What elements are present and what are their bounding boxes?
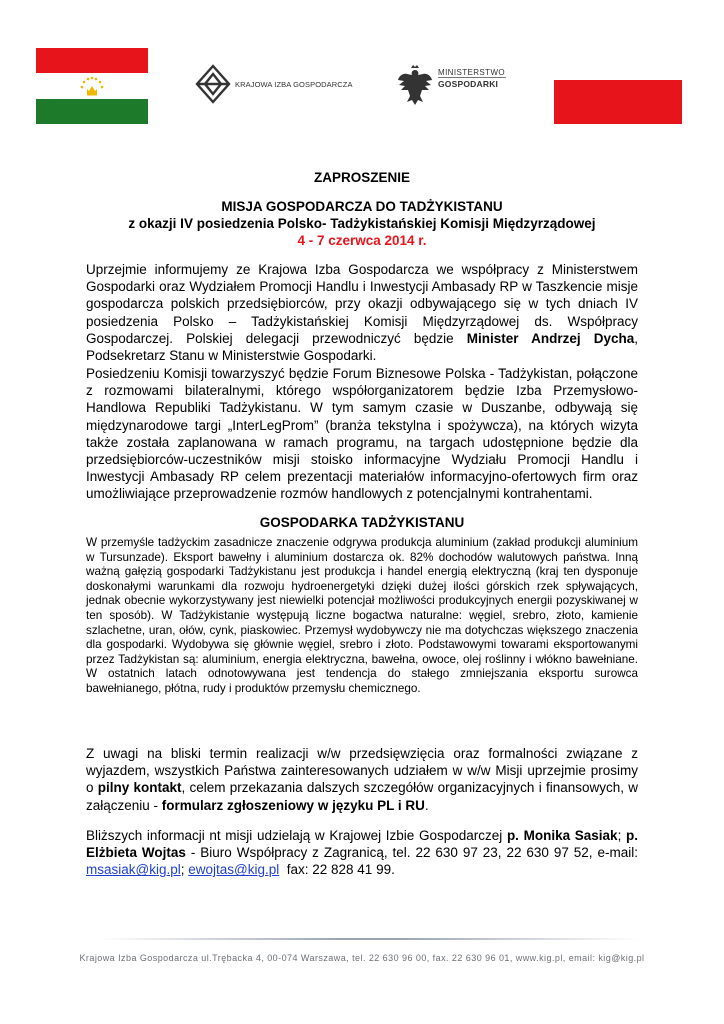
footer-divider xyxy=(100,938,640,940)
kig-logo xyxy=(195,64,365,104)
flag-red-band xyxy=(554,80,682,124)
request-text-mid: , celem przekazania dalszych szczegółów organizacyjnych i finansowych, w załączeniu - xyxy=(86,780,638,813)
contact-paragraph xyxy=(86,827,638,879)
intro-text-end: , Podsekretarz Stanu w Ministerstwie Gospodarki. xyxy=(86,330,638,364)
flag-green-band xyxy=(36,99,148,124)
ministry-line2: GOSPODARKI xyxy=(438,79,499,89)
email-sep: ; xyxy=(180,862,189,878)
flag-white-band xyxy=(554,44,682,80)
kig-emblem-icon xyxy=(195,64,231,104)
contact-sep: ; xyxy=(617,828,626,843)
email-link-wojtas[interactable]: ewojtas@kig.pl xyxy=(188,862,280,878)
registration-form-note: formularz zgłoszeniowy w języku PL i RU xyxy=(161,797,425,813)
request-text: Z uwagi na bliski termin realizacji w/w przedsięwzięcia oraz formalności związane z wyjazdem, wszystkich Państwa zainteresowanych udziałem w w/w Misji uprzejmie prosimy o xyxy=(86,746,638,796)
delegation-head: Minister Andrzej Dycha xyxy=(466,330,635,346)
footer-address: Krajowa Izba Gospodarcza ul.Trębacka 4, 00-074 Warszawa, tel. 22 630 96 00, fax. 22 630 96 01, www.kig.pl, email: kig@kig.pl xyxy=(79,953,645,963)
contact-text: Bliższych informacji nt misji udzielają w Krajowej Izbie Gospodarczej xyxy=(86,828,507,843)
crown-stars-icon xyxy=(76,74,108,98)
ministry-divider xyxy=(438,77,506,78)
mission-title: MISJA GOSPODARCZA DO TADŻYKISTANU xyxy=(221,199,503,214)
mission-dates: 4 - 7 czerwca 2014 r. xyxy=(297,233,427,248)
contact-person-2: p. Elżbieta Wojtas xyxy=(86,828,638,861)
invitation-title: ZAPROSZENIE xyxy=(313,170,410,185)
forum-paragraph: Posiedzeniu Komisji towarzyszyć będzie Forum Biznesowe Polska - Tadżykistan, połączone z rozmowami bilateralnymi, którego współorganizatorem będzie Izba Przemysłowo-Handlowa Republiki Tadżykistanu. W tym samym czasie w Duszanbe, odbywają się międzynarodowe targi „InterLegProm” (branża tekstylna i spożywcza), na których wizyta także została zaplanowana w ramach programu, na targach udostępnione będzie dla przedsiębiorców-uczestników misji stoisko informacyjne Wydziału Promocji Handlu i Inwestycji Ambasady RP celem prezentacji materiałów informacyjno-ofertowych firm oraz umożliwiające przeprowadzenie rozmów handlowych z potencjalnymi kontrahentami. xyxy=(86,366,638,502)
ministry-logo xyxy=(395,64,515,110)
intro-paragraph xyxy=(86,261,638,364)
fax-text: fax: 22 828 41 99. xyxy=(279,862,395,878)
eagle-icon xyxy=(395,64,435,108)
poland-flag xyxy=(554,44,682,124)
flag-red-band xyxy=(36,48,148,73)
intro-text: Uprzejmie informujemy ze Krajowa Izba Gospodarcza we współpracy z Ministerstwem Gospodarki oraz Wydziałem Promocji Handlu i Inwestycji Ambasady RP w Taszkencie misje gospodarcza polskich przedsiębiorców, przy okazji odbywającego się w tych dniach IV posiedzenia Polsko – Tadżykistańskiej Komisji Międzyrządowej ds. Współpracy Gospodarczej. Polskiej delegacji przewodniczyć będzie xyxy=(86,262,638,346)
economy-paragraph: W przemyśle tadżyckim zasadnicze znaczenie odgrywa produkcja aluminium (zakład produkcji aluminium w Tursunzade). Eksport bawełny i aluminium dostarcza ok. 82% dochodów walutowych państwa. Inną ważną gałęzią gospodarki Tadżykistanu jest produkcja i handel energią elektryczną (kraj ten dysponuje doskonałymi warunkami dla rozwoju hydroenergetyki dzięki dużej ilości górskich rzek spływających, jednak obecnie wykorzystywany jest niewielki potencjał możliwości produkcyjnych energii pozyskiwanej w ten sposób). W Tadżykistanie występują liczne bogactwa naturalne: węgiel, srebro, złoto, kamienie szlachetne, uran, ołów, cynk, piaskowiec. Przemysł wydobywczy nie ma dotychczas większego znaczenia dla gospodarki. Wydobywa się głównie węgiel, srebro i złoto. Podstawowymi towarami eksportowanymi przez Tadżykistan są: aluminium, energia elektryczna, bawełna, owoce, olej roślinny i włókno bawełniane. W ostatnich latach odnotowywana jest tendencja do stałego zmniejszania eksportu surowca bawełnianego, płótna, rudy i produktów przemysłu chemicznego. xyxy=(86,536,638,695)
contact-phone-text: - Biuro Współpracy z Zagranicą, tel. 22 630 97 23, 22 630 97 52, e-mail: xyxy=(185,845,638,861)
urgent-contact: pilny kontakt xyxy=(97,780,182,796)
tajikistan-flag xyxy=(36,48,148,124)
contact-request-paragraph xyxy=(86,745,638,814)
occasion-subtitle: z okazji IV posiedzenia Polsko- Tadżykistańskiej Komisji Międzyrządowej xyxy=(128,216,596,231)
kig-logo-text: KRAJOWA IZBA GOSPODARCZA xyxy=(235,80,353,89)
ministry-line1: MINISTERSTWO xyxy=(438,68,506,77)
economy-section-title: GOSPODARKA TADŻYKISTANU xyxy=(259,515,465,530)
email-link-sasiak[interactable]: msasiak@kig.pl xyxy=(86,862,181,878)
contact-person-1: p. Monika Sasiak xyxy=(506,828,618,843)
request-text-end: . xyxy=(424,797,429,813)
